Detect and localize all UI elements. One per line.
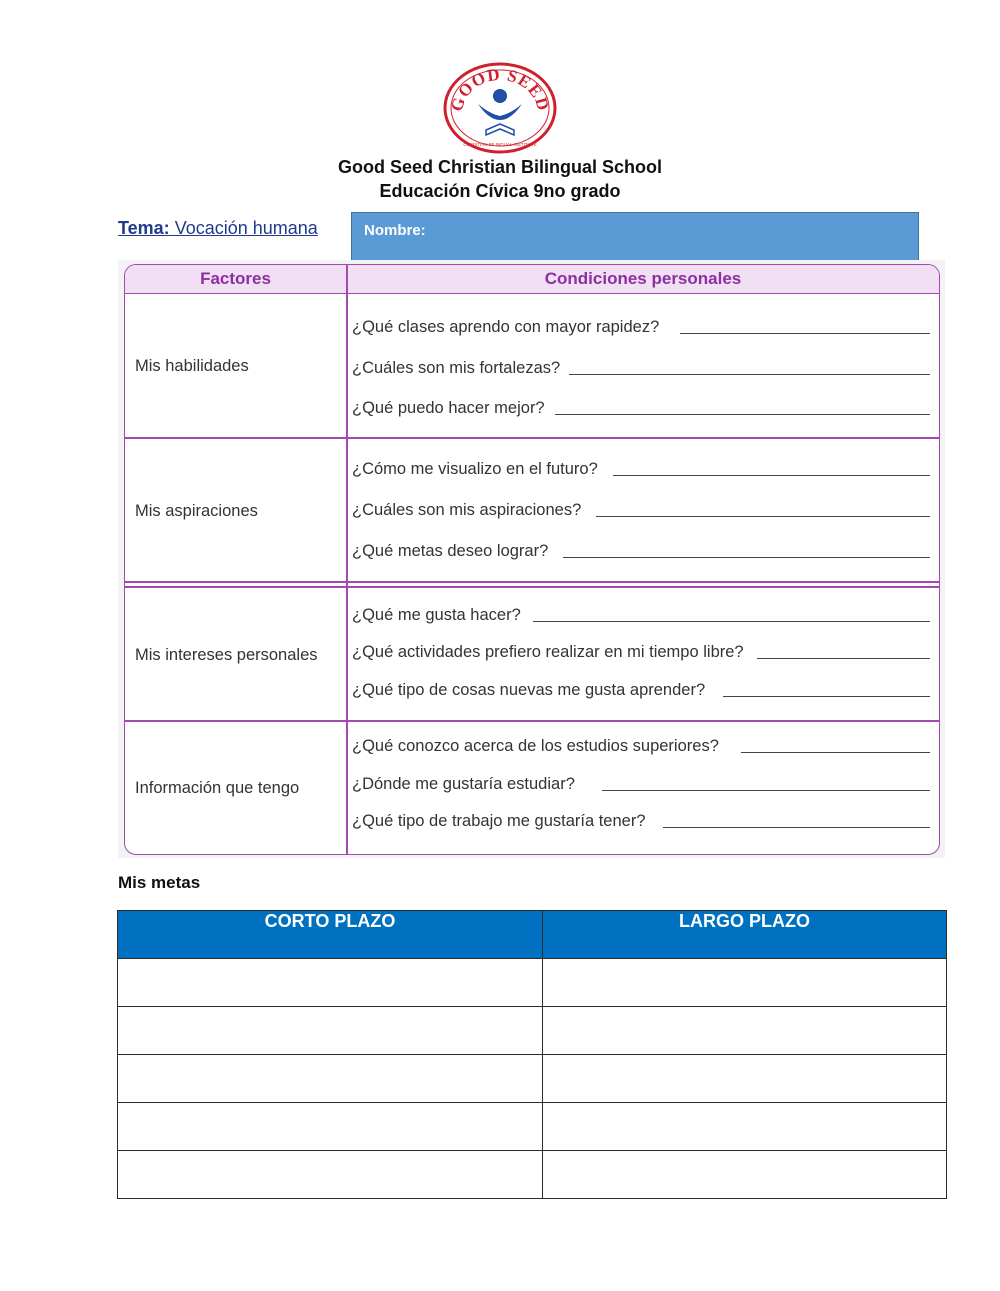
subject-title: Educación Cívica 9no grado: [379, 181, 621, 201]
col-condiciones: Condiciones personales: [544, 269, 742, 288]
row-divider: [125, 586, 939, 588]
question: ¿Dónde me gustaría estudiar?: [352, 775, 575, 793]
factor-label: Mis aspiraciones: [135, 502, 258, 520]
question: ¿Qué tipo de trabajo me gustaría tener?: [352, 812, 646, 830]
question: ¿Qué puedo hacer mejor?: [352, 399, 545, 417]
answer-line[interactable]: [533, 621, 930, 622]
answer-line[interactable]: [563, 557, 930, 558]
factors-header: [125, 265, 939, 294]
goals-header-row: [118, 911, 947, 959]
tema: [118, 218, 318, 239]
goal-row: [118, 1055, 947, 1103]
factors-panel: [118, 260, 945, 858]
corto-plazo-cell[interactable]: [118, 1055, 543, 1103]
answer-line[interactable]: [680, 333, 930, 334]
answer-line[interactable]: [555, 414, 930, 415]
col-factores: Factores: [200, 269, 271, 288]
col-largo-plazo: LARGO PLAZO: [543, 911, 947, 959]
question: ¿Qué clases aprendo con mayor rapidez?: [352, 318, 660, 336]
answer-line[interactable]: [741, 752, 930, 753]
answer-line[interactable]: [602, 790, 930, 791]
question: ¿Qué tipo de cosas nuevas me gusta aprender?: [352, 681, 706, 699]
question: ¿Qué conozco acerca de los estudios superiores?: [352, 737, 719, 755]
question: ¿Cuáles son mis fortalezas?: [352, 359, 561, 377]
largo-plazo-cell[interactable]: [543, 1151, 947, 1199]
tema-label: Tema:: [118, 218, 170, 238]
school-name: Good Seed Christian Bilingual School: [337, 157, 663, 177]
goal-row: [118, 1103, 947, 1151]
row-divider: [125, 581, 939, 583]
corto-plazo-cell[interactable]: [118, 1007, 543, 1055]
goals-table: [117, 910, 947, 1199]
question: ¿Qué me gusta hacer?: [352, 606, 521, 624]
tema-value: Vocación humana: [169, 218, 318, 238]
goal-row: [118, 959, 947, 1007]
logo-subtext: CHRISTIAN BILINGUAL INSTITUTE: [463, 142, 537, 147]
svg-text:GOOD SEED: [447, 65, 553, 114]
answer-line[interactable]: [569, 374, 930, 375]
answer-line[interactable]: [757, 658, 930, 659]
largo-plazo-cell[interactable]: [543, 1103, 947, 1151]
row-divider: [125, 437, 939, 439]
answer-line[interactable]: [613, 475, 930, 476]
corto-plazo-cell[interactable]: [118, 1103, 543, 1151]
column-divider: [346, 265, 348, 854]
answer-line[interactable]: [596, 516, 930, 517]
answer-line[interactable]: [723, 696, 930, 697]
logo-text: GOOD SEED: [446, 64, 554, 114]
school-logo: [440, 62, 560, 154]
factors-table: [124, 264, 940, 855]
answer-line[interactable]: [663, 827, 930, 828]
nombre-field[interactable]: [351, 212, 919, 261]
factor-label: Información que tengo: [135, 779, 300, 797]
question: ¿Cómo me visualizo en el futuro?: [352, 460, 598, 478]
col-corto-plazo: CORTO PLAZO: [118, 911, 543, 959]
row-divider: [125, 720, 939, 722]
factor-label: Mis habilidades: [135, 357, 249, 375]
corto-plazo-cell[interactable]: [118, 959, 543, 1007]
question: ¿Qué actividades prefiero realizar en mi tiempo libre?: [352, 643, 744, 661]
largo-plazo-cell[interactable]: [543, 959, 947, 1007]
goal-row: [118, 1007, 947, 1055]
corto-plazo-cell[interactable]: [118, 1151, 543, 1199]
mis-metas-title: Mis metas: [118, 873, 201, 892]
factor-label: Mis intereses personales: [135, 646, 318, 664]
nombre-label: Nombre:: [364, 222, 426, 239]
goal-row: [118, 1151, 947, 1199]
largo-plazo-cell[interactable]: [543, 1007, 947, 1055]
question: ¿Qué metas deseo lograr?: [352, 542, 549, 560]
question: ¿Cuáles son mis aspiraciones?: [352, 501, 582, 519]
largo-plazo-cell[interactable]: [543, 1055, 947, 1103]
